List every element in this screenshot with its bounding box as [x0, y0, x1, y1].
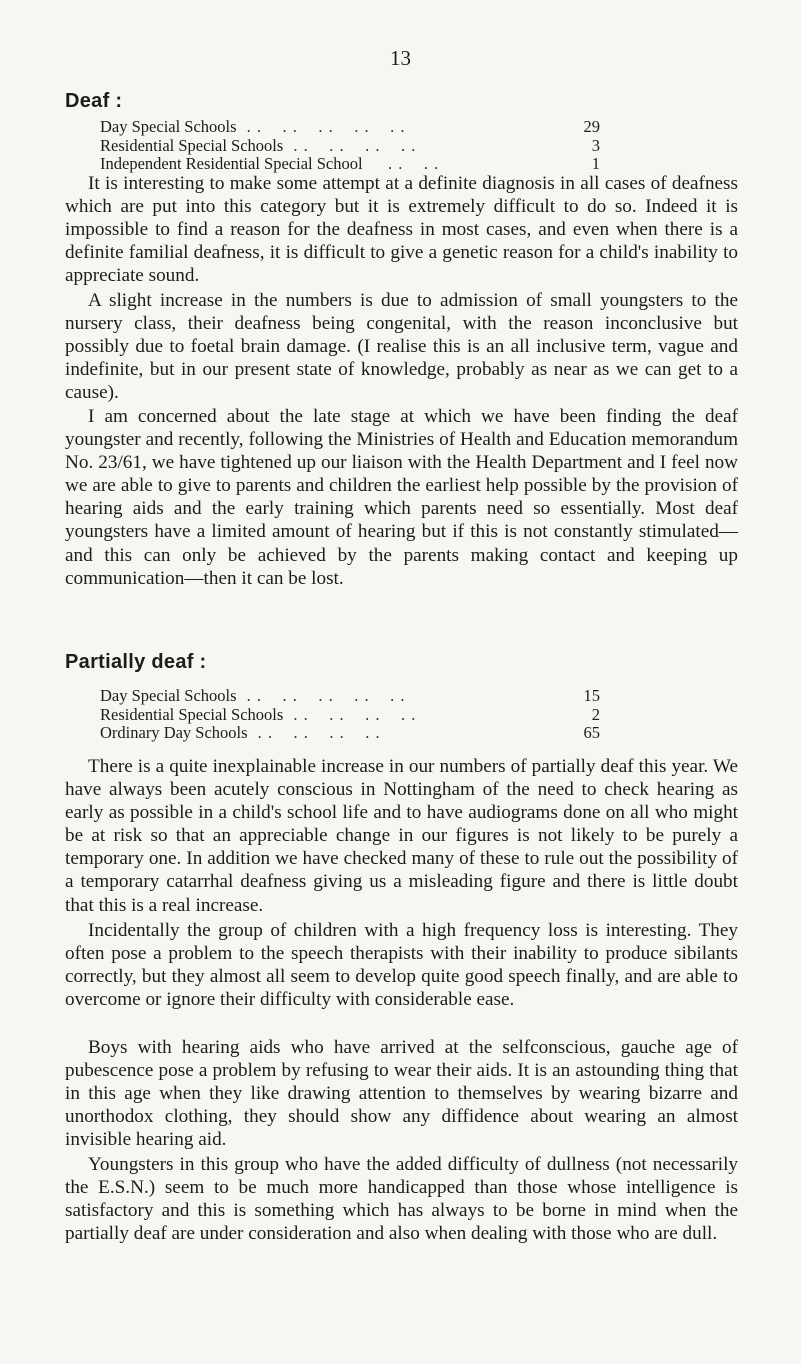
dot-leader: . . . .: [372, 155, 440, 173]
table-row: [100, 137, 600, 156]
paragraph: I am concerned about the late stage at which we have been finding the deaf youngster and recently, following the Ministries of Health and Education memorandum No. 23/61, we have tightened up our liaison with the Health Department and I feel now we are able to give to parents and children the earliest help possible by the provision of hearing aids and the early training which parents need so essentially. Most deaf youngsters have a limited amount of hearing but if this is not constantly stimulated— and this can only be achieved by the parents making contact and keeping up communication—then it can be lost.: [65, 406, 738, 589]
dot-leader: . . . . . . . . . .: [246, 118, 406, 136]
row-label: Ordinary Day Schools: [100, 723, 248, 742]
row-value: 3: [591, 135, 600, 155]
deaf-heading: Deaf :: [65, 90, 123, 112]
row-label: Day Special Schools: [100, 117, 237, 136]
paragraph: It is interesting to make some attempt at a definite diagnosis in all cases of deafness which are put into this category but it is extremely difficult to do so. Indeed it is impossible to find a reason for the deafness in most cases, and even when there is a definite familial deafness, it is difficult to give a genetic reason for a child's inability to appreciate sound.: [65, 173, 738, 287]
row-value: 2: [591, 704, 600, 724]
partially-deaf-heading: Partially deaf :: [65, 651, 207, 673]
table-row: [100, 724, 600, 743]
table-row: [100, 706, 600, 725]
row-label: Residential Special Schools: [100, 135, 284, 155]
row-value: 15: [583, 686, 600, 705]
paragraph: Boys with hearing aids who have arrived at the selfconscious, gauche age of pubescence pose a problem by refusing to wear their aids. It is an astounding thing that in this age when they like drawing attention to themselves by wearing bizarre and unorthodox clothing, they should show any diffidence about wearing an almost invisible hearing aid.: [65, 1037, 738, 1151]
partially-deaf-table: [100, 687, 600, 743]
dot-leader: . . . . . . . .: [257, 724, 381, 742]
paragraph: Youngsters in this group who have the added difficulty of dullness (not necessarily the E.S.N.) seem to be much more handicapped than those whose intelligence is satisfactory and this is something which has always to be borne in mind when the partially deaf are under consideration and also when dealing with those who are dull.: [65, 1154, 738, 1245]
dot-leader: . . . . . . . .: [293, 705, 417, 724]
row-value: 65: [583, 723, 600, 742]
dot-leader: . . . . . . . . . .: [246, 687, 406, 705]
paragraph: A slight increase in the numbers is due to admission of small youngsters to the nursery class, their deafness being congenital, with the reason inconclusive but possibly due to foetal brain damage. (I realise this is an all inclusive term, vague and indefinite, but in our present state of knowledge, probably as near as we can get to a cause).: [65, 290, 738, 404]
row-label: Day Special Schools: [100, 686, 237, 705]
table-row: [100, 118, 600, 137]
deaf-table: [100, 118, 600, 174]
table-row: [100, 687, 600, 706]
paragraph: There is a quite inexplainable increase in our numbers of partially deaf this year. We have always been acutely conscious in Nottingham of the need to check hearing as early as possible in a child's school life and to have audiograms done on all who might be at risk so that an appreciable change in our figures is not likely to be purely a temporary one. In addition we have checked many of these to rule out the possibility of a temporary catarrhal deafness giving us a misleading figure and there is little doubt that this is a real increase.: [65, 756, 738, 916]
table-row: [100, 155, 600, 174]
dot-leader: . . . . . . . .: [293, 136, 417, 155]
row-label: Independent Residential Special School: [100, 154, 363, 173]
paragraph: Incidentally the group of children with a high frequency loss is interesting. They often pose a problem to the speech therapists with their inability to produce sibilants correctly, but they almost all seem to develop quite good speech finally, and are able to overcome or ignore their difficulty with considerable ease.: [65, 920, 738, 1011]
page-number: 13: [390, 46, 411, 70]
row-value: 1: [591, 154, 600, 173]
row-label: Residential Special Schools: [100, 704, 284, 724]
row-value: 29: [583, 117, 600, 136]
